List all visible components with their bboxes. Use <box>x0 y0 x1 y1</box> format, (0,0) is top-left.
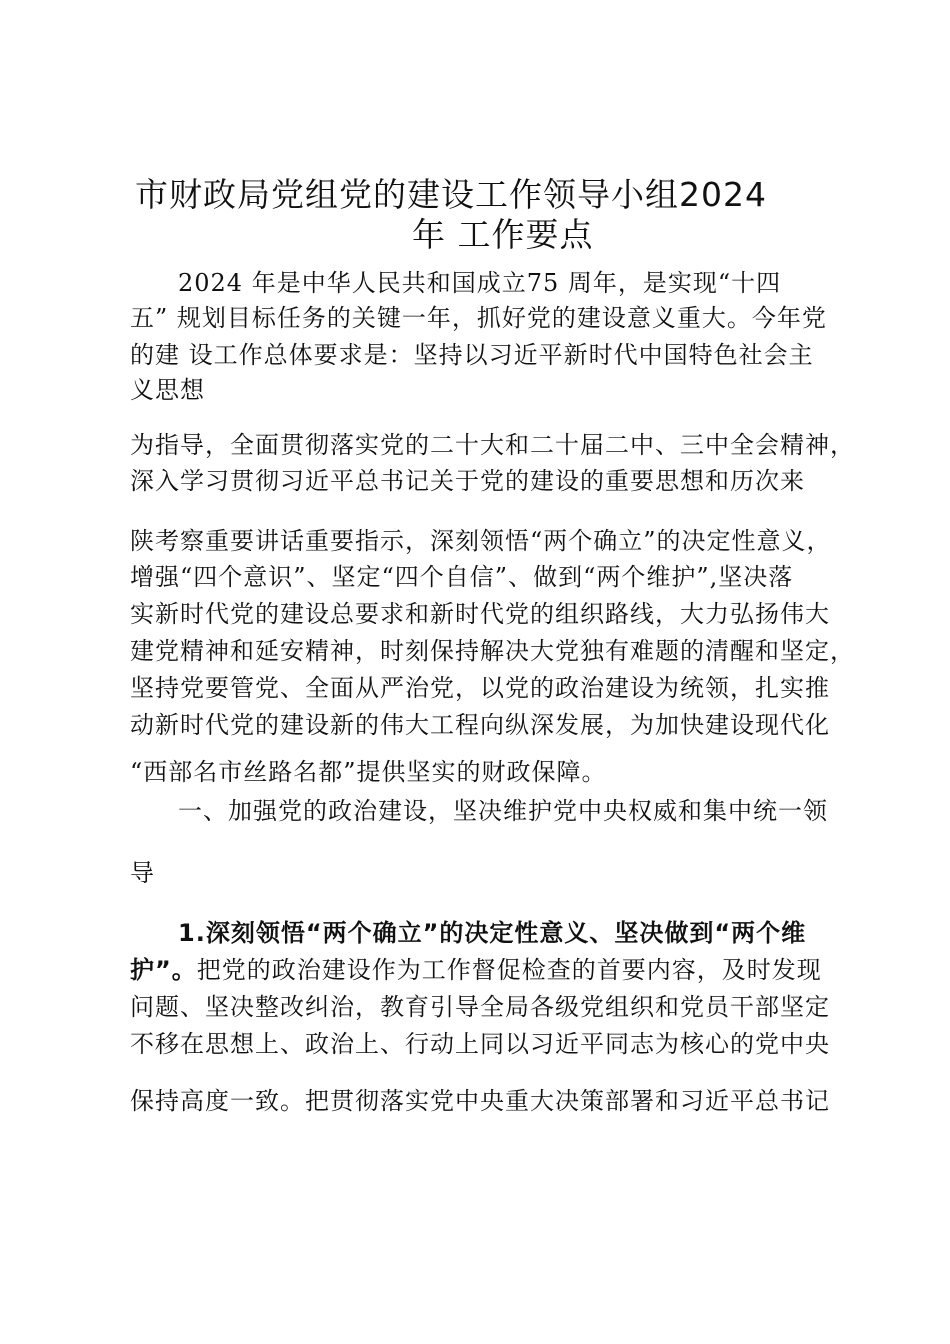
intro-line-12: 动新时代党的建设新的伟大工程向纵深发展，为加快建设现代化 <box>130 711 830 739</box>
document-title-line-1: 市财政局党组党的建设工作领导小组2024 <box>135 175 767 214</box>
item-1-line-2 <box>130 955 822 985</box>
document-title-line-2: 年 工作要点 <box>412 215 594 254</box>
intro-line-11: 坚持党要管党、全面从严治党，以党的政治建设为统领，扎实推 <box>130 674 830 702</box>
intro-line-3: 的建 设工作总体要求是：坚持以习近平新时代中国特色社会主 <box>130 341 814 369</box>
intro-line-7: 陕考察重要讲话重要指示，深刻领悟“两个确立”的决定性意义， <box>130 527 832 555</box>
item-1-heading-line-2: 护”。 <box>130 956 197 984</box>
intro-line-5: 为指导，全面贯彻落实党的二十大和二十届二中、三中全会精神， <box>130 431 855 459</box>
intro-line-9: 实新时代党的建设总要求和新时代党的组织路线，大力弘扬伟大 <box>130 600 830 628</box>
item-1-line-5: 保持高度一致。把贯彻落实党中央重大决策部署和习近平总书记 <box>130 1087 830 1115</box>
section-1-heading-line-2: 导 <box>130 859 155 887</box>
intro-line-13: “西部名市丝路名都”提供坚实的财政保障。 <box>130 758 607 786</box>
intro-line-2: 五” 规划目标任务的关键一年，抓好党的建设意义重大。今年党 <box>130 304 827 332</box>
section-1-heading-line-1: 一、加强党的政治建设，坚决维护党中央权威和集中统一领 <box>178 797 828 825</box>
intro-line-8: 增强“四个意识”、坚定“四个自信”、做到“两个维护”,坚决落 <box>130 563 794 591</box>
item-1-line-4: 不移在思想上、政治上、行动上同以习近平同志为核心的党中央 <box>130 1030 830 1058</box>
item-1-line-3: 问题、坚决整改纠治，教育引导全局各级党组织和党员干部坚定 <box>130 993 830 1021</box>
item-1-heading-line-1: 1.深刻领悟“两个确立”的决定性意义、坚决做到“两个维 <box>178 919 807 947</box>
intro-line-6: 深入学习贯彻习近平总书记关于党的建设的重要思想和历次来 <box>130 467 805 495</box>
intro-line-10: 建党精神和延安精神，时刻保持解决大党独有难题的清醒和坚定， <box>130 637 855 665</box>
intro-line-1: 2024 年是中华人民共和国成立75 周年，是实现“十四 <box>178 269 782 297</box>
intro-line-4: 义思想 <box>130 376 205 404</box>
item-1-text-line-2: 把党的政治建设作为工作督促检查的首要内容，及时发现 <box>196 956 822 984</box>
